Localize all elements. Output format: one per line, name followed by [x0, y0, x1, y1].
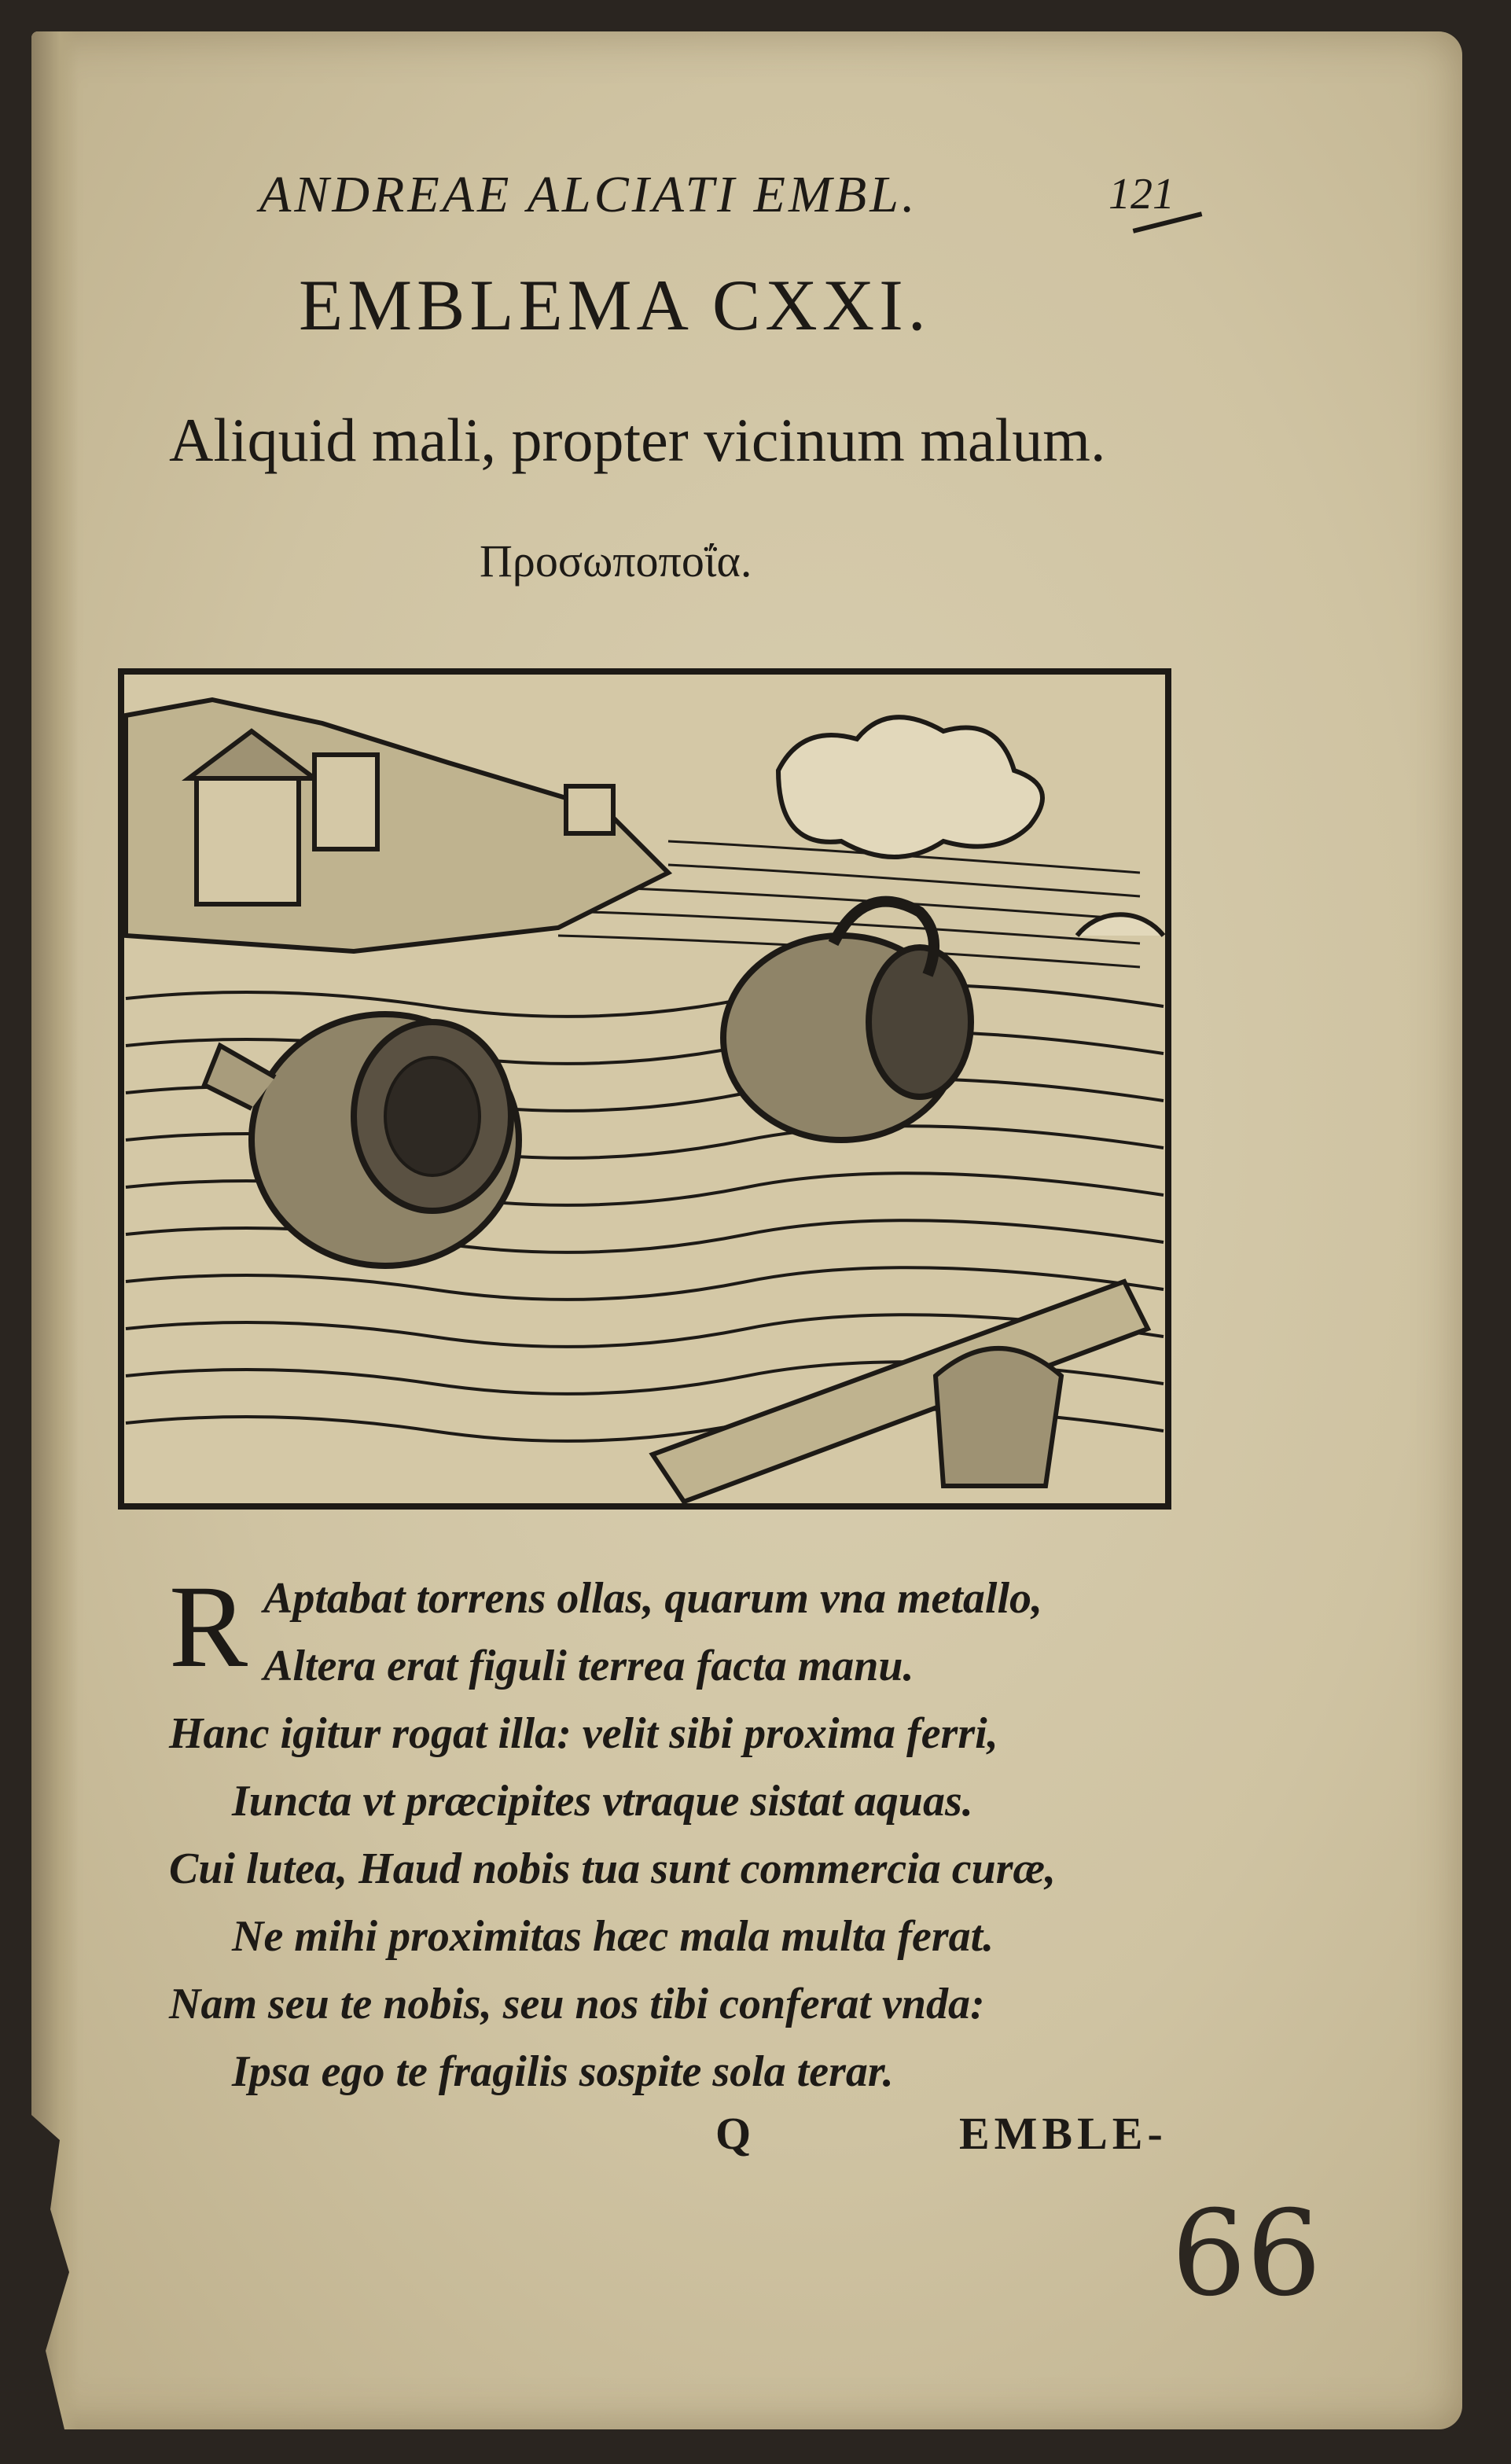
- running-title: ANDREAE ALCIATI EMBL.: [259, 166, 918, 223]
- emblem-motto: Aliquid mali, propter vicinum malum.: [169, 406, 1106, 474]
- verse-line-7: Nam seu te nobis, seu nos tibi conferat vnda:: [169, 1980, 985, 2028]
- verse-line-4: Iuncta vt præcipites vtraque sistat aquas.: [232, 1777, 973, 1826]
- verse-line-8: Ipsa ego te fragilis sospite sola terar.: [232, 2047, 894, 2096]
- two-pots-in-river-woodcut-icon: [118, 668, 1171, 1510]
- emblem-title: EMBLEMA CXXI.: [299, 265, 931, 345]
- emblem-verse: [169, 1561, 1191, 2105]
- verse-line-5: Cui lutea, Haud nobis tua sunt commercia curæ,: [169, 1844, 1056, 1893]
- verse-line-2: Altera erat figuli terrea facta manu.: [263, 1642, 914, 1690]
- book-page: [31, 31, 1462, 2429]
- verse-line-1-text: Aptabat torrens ollas, quarum vna metallo,: [263, 1574, 1043, 1623]
- catchword: EMBLE-: [959, 2108, 1167, 2159]
- drop-cap: R: [169, 1561, 248, 1692]
- verse-line-3: Hanc igitur rogat illa: velit sibi proxima ferri,: [169, 1709, 998, 1758]
- verse-line-6: Ne mihi proximitas hæc mala multa ferat.: [232, 1912, 994, 1961]
- page-number: 121: [1108, 170, 1175, 219]
- handwritten-folio-number: 66: [1171, 2186, 1322, 2322]
- page-gutter: [31, 31, 79, 2429]
- greek-heading: Προσωποποΐα.: [480, 535, 752, 587]
- signature-mark: Q: [715, 2108, 752, 2159]
